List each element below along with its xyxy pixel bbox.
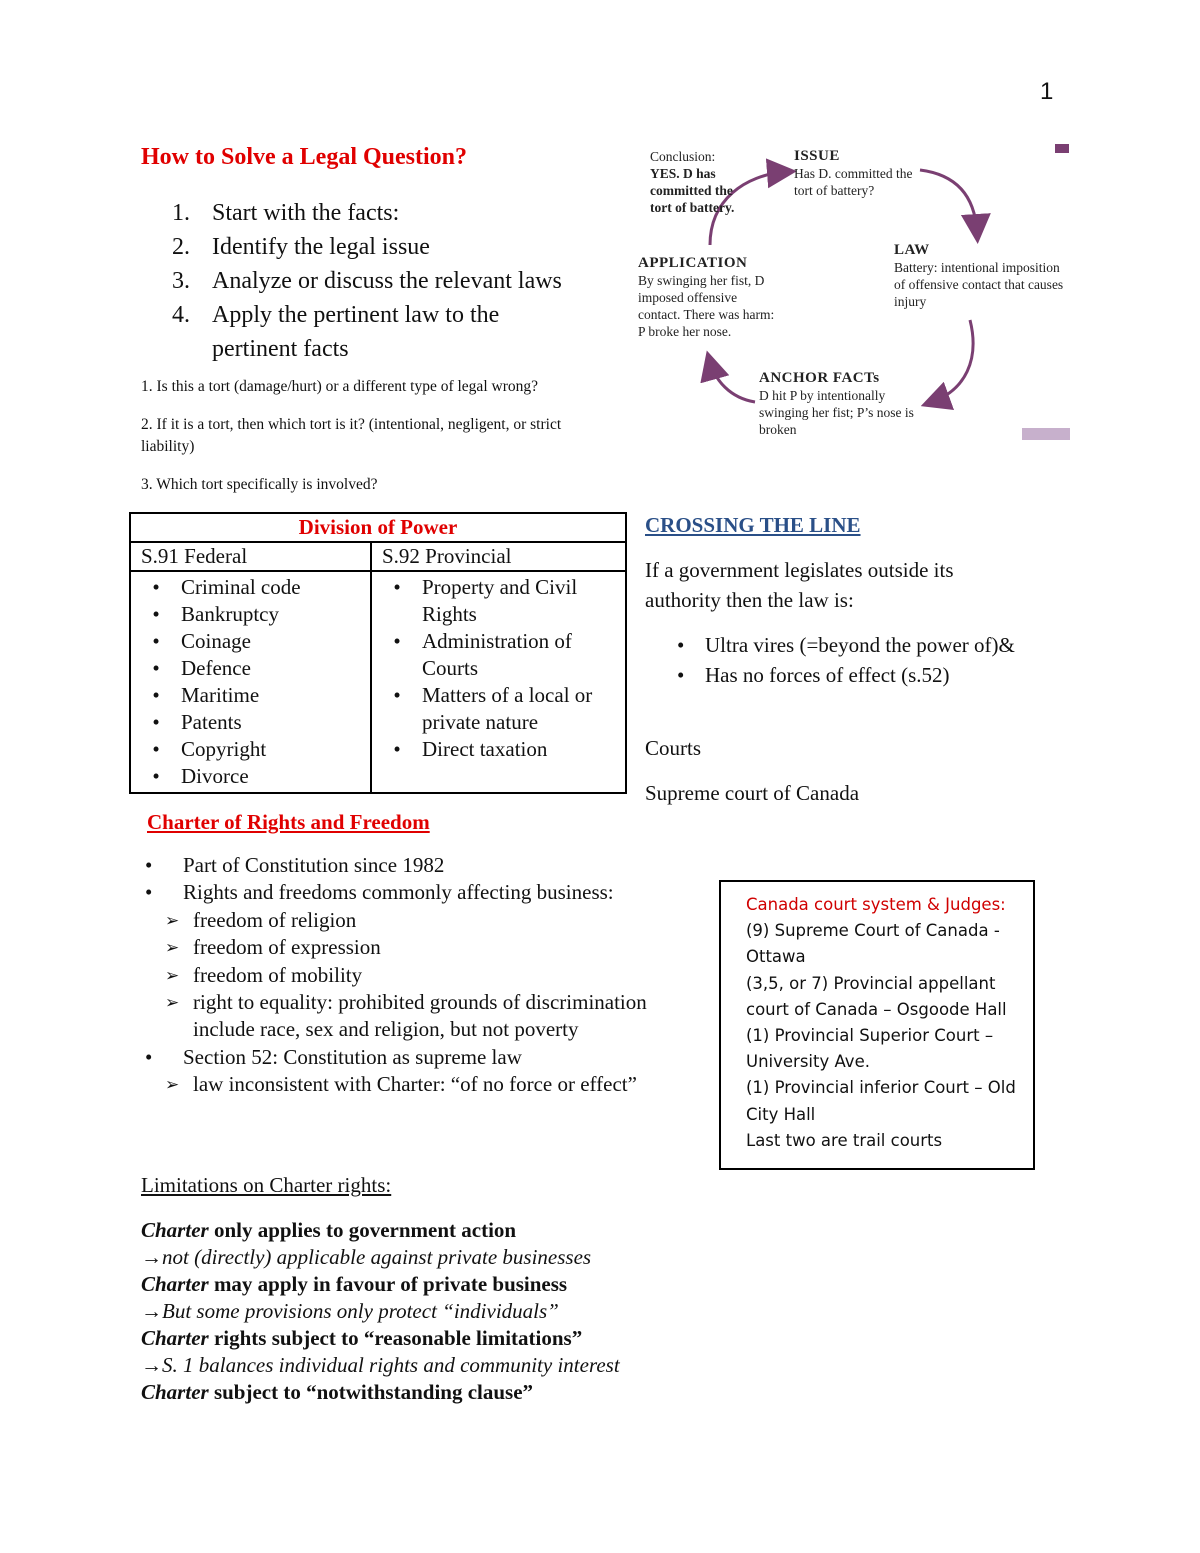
limitation-line: Charter rights subject to “reasonable limitations”: [141, 1326, 583, 1350]
conclusion-node: [650, 148, 750, 216]
list-item: • Section 52: Constitution as supreme law: [145, 1044, 522, 1069]
provincial-header: S.92 Provincial: [371, 542, 626, 571]
list-item: • Maritime: [152, 683, 260, 707]
node-text: YES. D has committed the tort of battery.: [650, 166, 735, 215]
charter-list: [145, 852, 685, 1099]
issue-node: [794, 148, 934, 199]
node-label: LAW: [894, 242, 930, 258]
list-item: • Direct taxation: [393, 737, 548, 761]
cycle-arrow: [710, 362, 755, 402]
node-text: D hit P by intentionally swinging her fist; P’s nose is broken: [759, 388, 914, 437]
step-text: Apply the pertinent law to the pertinent facts: [212, 302, 500, 362]
step-number: 1.: [172, 200, 190, 226]
limitation-line: →not (directly) applicable against private businesses: [141, 1245, 592, 1269]
page-number: 1: [1040, 78, 1054, 105]
list-item: ➢ freedom of religion: [165, 907, 357, 932]
limitation-line: Charter only applies to government action: [141, 1218, 517, 1242]
court-line: (9) Supreme Court of Canada - Ottawa: [746, 921, 1000, 967]
list-item: • Patents: [152, 710, 242, 734]
step-number: 4.: [172, 302, 190, 328]
courts-label: Courts: [645, 736, 702, 760]
limitation-line: Charter subject to “notwithstanding clause”: [141, 1380, 534, 1404]
supreme-court-label: Supreme court of Canada: [645, 781, 860, 805]
crossing-title: CROSSING THE LINE: [645, 513, 861, 537]
limitation-line: Charter may apply in favour of private business: [141, 1272, 568, 1296]
list-item: • Rights and freedoms commonly affecting business:: [145, 880, 614, 905]
list-item: • Criminal code: [152, 575, 301, 599]
crossing-intro: If a government legislates outside its authority then the law is:: [645, 558, 954, 612]
list-item: ➢ law inconsistent with Charter: “of no force or effect”: [165, 1072, 637, 1097]
court-line: (1) Provincial Superior Court – University Ave.: [746, 1026, 994, 1072]
court-line: Last two are trail courts: [746, 1130, 943, 1150]
question-2: 2. If it is a tort, then which tort is it? (intentional, negligent, or strict liability): [141, 416, 562, 455]
node-text: By swinging her fist, D imposed offensive contact. There was harm: P broke her nose.: [638, 273, 775, 339]
court-line: (1) Provincial inferior Court – Old City Hall: [746, 1078, 1016, 1124]
federal-header: S.91 Federal: [130, 542, 371, 571]
step-text: Analyze or discuss the relevant laws: [212, 268, 562, 294]
court-line: (3,5, or 7) Provincial appellant court of Canada – Osgoode Hall: [746, 973, 1007, 1019]
limitations-title: Limitations on Charter rights:: [141, 1173, 392, 1197]
limitation-line: →But some provisions only protect “individuals”: [141, 1299, 559, 1323]
step-text: Start with the facts:: [212, 200, 400, 226]
limitation-line: →S. 1 balances individual rights and community interest: [141, 1353, 620, 1377]
step-number: 3.: [172, 268, 190, 294]
list-item: • Ultra vires (=beyond the power of)&: [677, 633, 1015, 657]
list-item: • Defence: [152, 656, 251, 680]
list-item: [172, 230, 622, 264]
node-text: Has D. committed the tort of battery?: [794, 166, 913, 198]
page-title: How to Solve a Legal Question?: [141, 144, 468, 170]
node-label: APPLICATION: [638, 255, 748, 271]
court-box-title: Canada court system & Judges:: [746, 895, 1006, 914]
list-item: [172, 196, 622, 230]
list-item: • Copyright: [152, 737, 267, 761]
node-text: Battery: intentional imposition of offensive contact that causes injury: [894, 260, 1064, 309]
list-item: • Matters of a local or private nature: [393, 683, 593, 734]
federal-cell: [130, 571, 371, 793]
node-label: Conclusion:: [650, 149, 716, 164]
list-item: • Property and Civil Rights: [393, 575, 578, 626]
table-title: Division of Power: [130, 513, 626, 542]
list-item: [172, 264, 622, 298]
division-of-power-table: [129, 512, 627, 794]
list-item: • Administration of Courts: [393, 629, 572, 680]
list-item: • Coinage: [152, 629, 251, 653]
question-3: 3. Which tort specifically is involved?: [141, 476, 378, 493]
steps-list: [172, 196, 622, 366]
question-1: 1. Is this a tort (damage/hurt) or a different type of legal wrong?: [141, 378, 538, 395]
list-item: • Bankruptcy: [152, 602, 279, 626]
list-item: ➢ freedom of expression: [165, 935, 381, 960]
list-item: • Has no forces of effect (s.52): [677, 663, 950, 687]
node-label: ANCHOR FACTs: [759, 370, 880, 386]
cycle-arrow: [932, 320, 973, 402]
list-item: ➢ right to equality: prohibited grounds of discrimination include race, sex and religion, but not poverty: [165, 990, 647, 1042]
crossing-bullets: [677, 630, 1017, 690]
anchor-facts-node: [759, 370, 919, 438]
node-label: ISSUE: [794, 148, 840, 164]
step-number: 2.: [172, 234, 190, 260]
charter-title: Charter of Rights and Freedom: [147, 810, 430, 834]
step-text: Identify the legal issue: [212, 234, 430, 260]
list-item: • Divorce: [152, 764, 249, 788]
list-item: [172, 298, 622, 366]
application-node: [638, 255, 778, 340]
limitations-section: [141, 1172, 701, 1406]
court-system-box: [719, 880, 1035, 1170]
list-item: • Part of Constitution since 1982: [145, 853, 445, 877]
provincial-cell: [371, 571, 626, 793]
law-node: [894, 242, 1064, 310]
list-item: ➢ freedom of mobility: [165, 962, 363, 987]
